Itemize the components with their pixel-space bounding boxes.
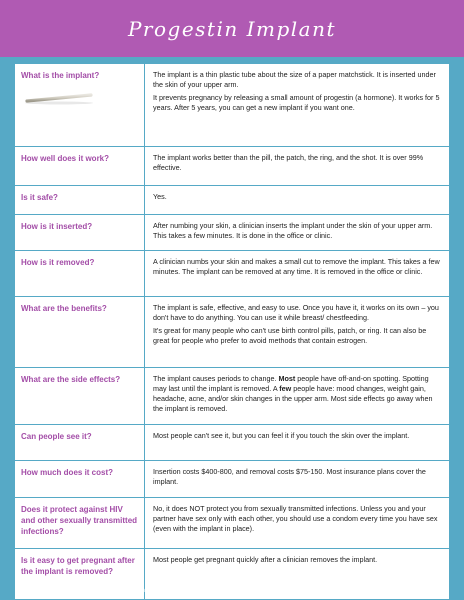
faq-row-sti-protection	[15, 498, 449, 549]
answer-cell	[145, 297, 449, 367]
answer-cell	[145, 186, 449, 214]
question-cell	[15, 297, 145, 367]
question-cell	[15, 215, 145, 250]
faq-row-side-effects	[15, 368, 449, 425]
footer	[15, 583, 449, 597]
question-text: What is the implant?	[21, 71, 100, 80]
answer-text: It's great for many people who can't use birth control pills, patch, or ring. It can also be great for people who prefer to avoid methods that contain estrogen.	[153, 326, 427, 345]
answer-cell	[145, 64, 449, 146]
answer-cell	[145, 498, 449, 548]
question-cell	[15, 147, 145, 185]
faq-row-visibility	[15, 425, 449, 461]
question-text: How well does it work?	[21, 154, 110, 163]
question-text: How much does it cost?	[21, 468, 114, 477]
answer-text: Most people get pregnant quickly after a clinician removes the implant.	[153, 555, 378, 564]
question-text: Can people see it?	[21, 432, 92, 441]
answer-fragment: people have off-and-on spotting. Spotting may last until the implant is removed. A	[153, 374, 429, 393]
answer-cell	[145, 251, 449, 296]
answer-cell	[145, 215, 449, 250]
answer-text: Insertion costs $400-800, and removal costs $75-150. Most insurance plans cover the implant.	[153, 467, 426, 486]
faq-row-effectiveness	[15, 147, 449, 186]
implant-rod-icon	[23, 91, 95, 105]
answer-cell	[145, 425, 449, 460]
answer-text: The implant is a thin plastic tube about the size of a paper matchstick. It is inserted under the skin of your upper arm.	[153, 70, 436, 89]
answer-text: Most people can't see it, but you can feel it if you touch the skin over the implant.	[153, 431, 410, 440]
footer-credit: Reproductive Health Access Project / Jan 2021	[15, 586, 162, 594]
faq-table	[15, 64, 449, 599]
question-text: What are the side effects?	[21, 375, 121, 384]
answer-text: A clinician numbs your skin and makes a small cut to remove the implant. This takes a few minutes. The implant can be removed at any time. It is removed in the office or clinic.	[153, 257, 440, 276]
answer-fragment: people have: mood changes, weight gain, headache, acne, and/or skin changes in the upper arm. Most side effects go away when the implant is removed.	[153, 384, 433, 413]
answer-cell	[145, 461, 449, 497]
answer-fragment: The implant causes periods to change.	[153, 374, 279, 383]
answer-text: Yes.	[153, 192, 167, 201]
question-text: Is it easy to get pregnant after the implant is removed?	[21, 556, 135, 576]
answer-cell	[145, 368, 449, 424]
answer-text	[153, 374, 442, 414]
emphasis-most: Most	[278, 374, 296, 383]
page-title: Progestin Implant	[127, 16, 337, 41]
faq-row-what-is	[15, 64, 449, 147]
question-text: Does it protect against HIV and other sexually transmitted infections?	[21, 505, 138, 536]
answer-text: The implant is safe, effective, and easy to use. Once you have it, it works on its own – you don't have to do anything. You can use it while breast/ chestfeeding.	[153, 303, 439, 322]
faq-row-cost	[15, 461, 449, 498]
answer-text: It prevents pregnancy by releasing a small amount of progestin (a hormone). It works for 5 years. After 5 years, you can get a new implant if you want one.	[153, 93, 440, 112]
question-cell	[15, 64, 145, 146]
faq-row-removal	[15, 251, 449, 297]
answer-cell	[145, 147, 449, 185]
question-cell	[15, 251, 145, 296]
question-text: What are the benefits?	[21, 304, 107, 313]
question-text: How is it inserted?	[21, 222, 93, 231]
answer-text: After numbing your skin, a clinician inserts the implant under the skin of your upper arm. This takes a few minutes. It is done in the office or clinic.	[153, 221, 433, 240]
question-cell	[15, 461, 145, 497]
question-text: Is it safe?	[21, 193, 58, 202]
question-text: How is it removed?	[21, 258, 95, 267]
question-cell	[15, 186, 145, 214]
header-banner	[0, 0, 464, 57]
faq-row-benefits	[15, 297, 449, 368]
question-cell	[15, 498, 145, 548]
faq-row-safety	[15, 186, 449, 215]
footer-website-link[interactable]: www.reproductiveaccess.org	[357, 586, 449, 594]
answer-text: No, it does NOT protect you from sexually transmitted infections. Unless you and your partner have sex only with each other, you should use a condom every time you have sex (even with the implant in place).	[153, 504, 438, 533]
faq-row-insertion	[15, 215, 449, 251]
question-cell	[15, 425, 145, 460]
answer-text: The implant works better than the pill, the patch, the ring, and the shot. It is over 99% effective.	[153, 153, 424, 172]
question-cell	[15, 368, 145, 424]
emphasis-few: few	[279, 384, 292, 393]
